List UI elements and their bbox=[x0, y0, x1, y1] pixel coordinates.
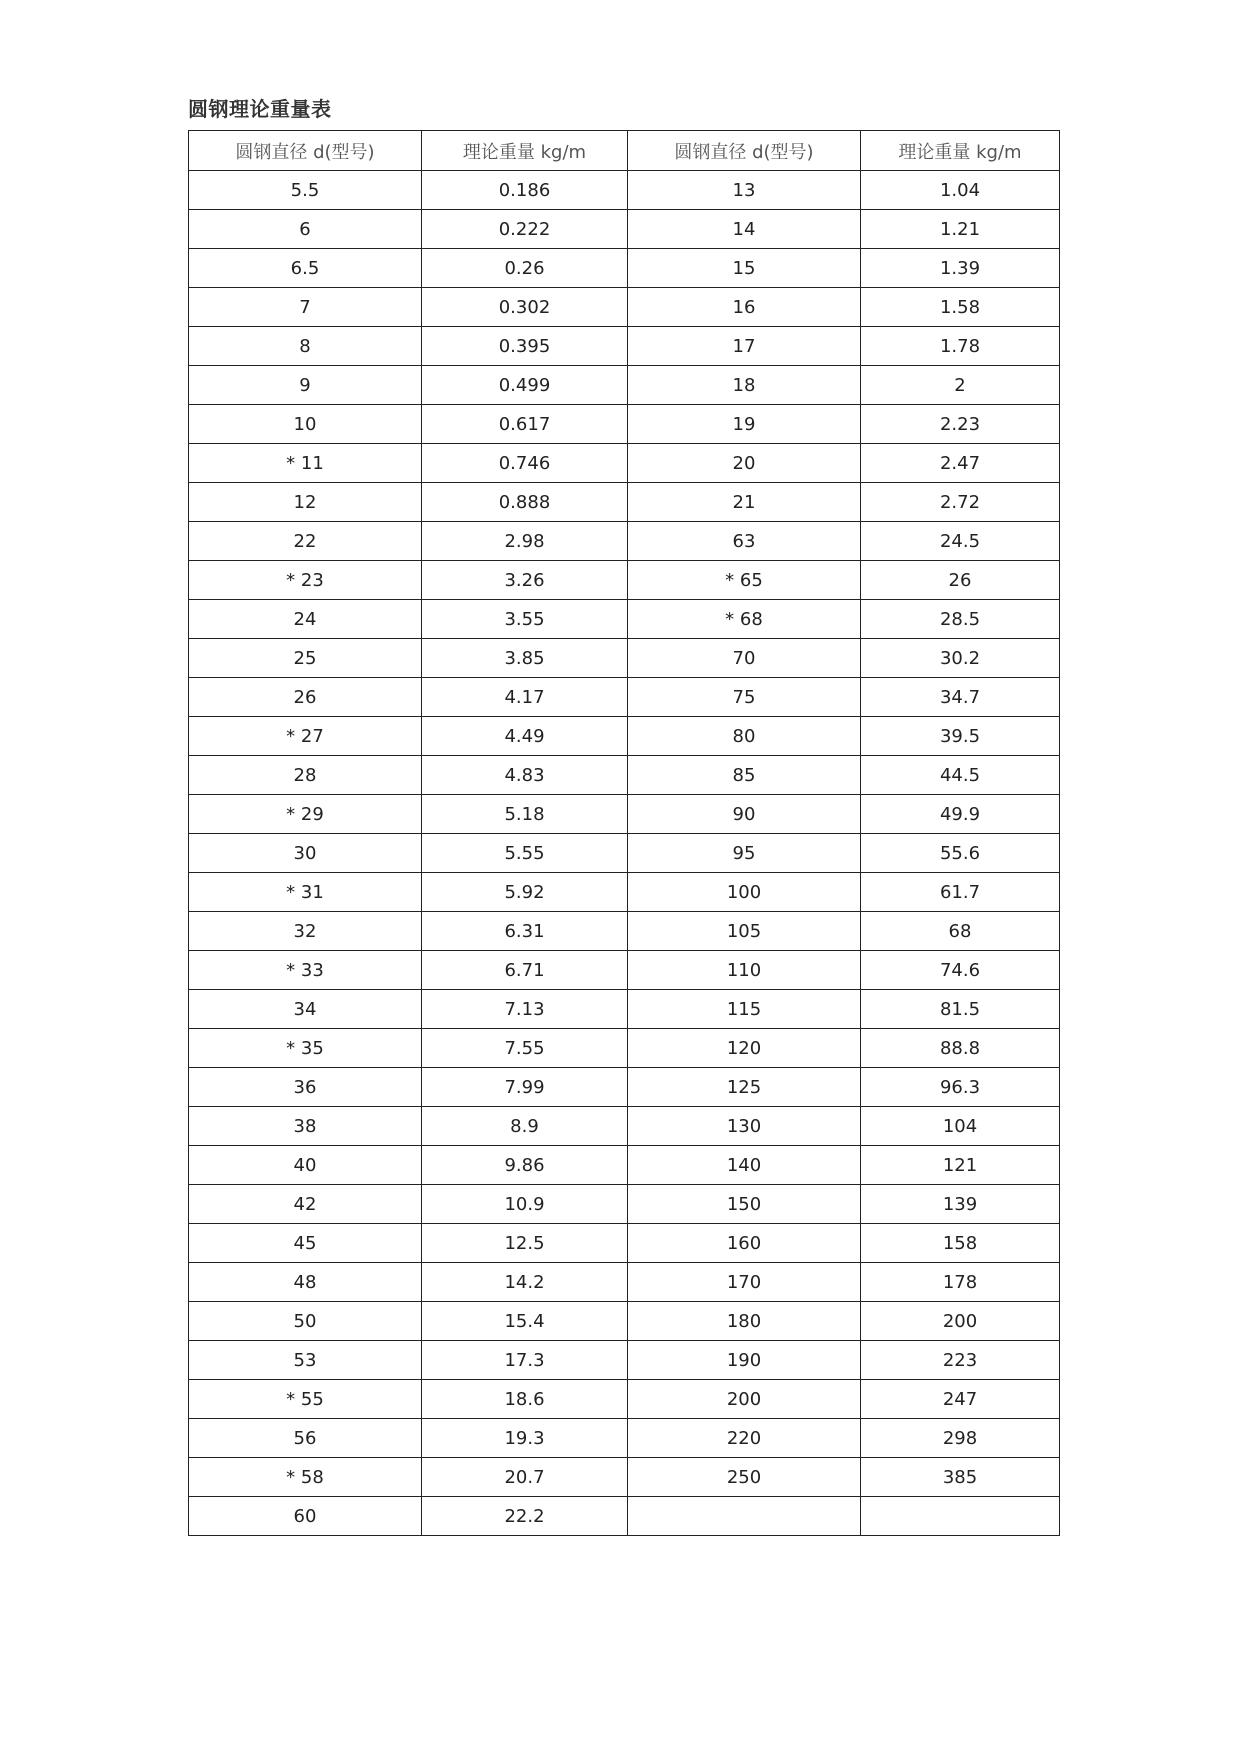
weight-left-cell: 7.13 bbox=[422, 990, 628, 1029]
weight-right-cell: 121 bbox=[861, 1146, 1060, 1185]
weight-right-cell: 200 bbox=[861, 1302, 1060, 1341]
diameter-right-cell: 70 bbox=[628, 639, 861, 678]
diameter-left-cell: 5.5 bbox=[189, 171, 422, 210]
weight-right-cell: 26 bbox=[861, 561, 1060, 600]
weight-right-cell: 1.04 bbox=[861, 171, 1060, 210]
weight-left-cell: 0.888 bbox=[422, 483, 628, 522]
weight-right-cell: 88.8 bbox=[861, 1029, 1060, 1068]
table-row bbox=[189, 210, 1060, 249]
weight-left-cell: 10.9 bbox=[422, 1185, 628, 1224]
weight-left-cell: 7.99 bbox=[422, 1068, 628, 1107]
diameter-left-cell: 6 bbox=[189, 210, 422, 249]
diameter-left-cell: 32 bbox=[189, 912, 422, 951]
diameter-left-cell: 53 bbox=[189, 1341, 422, 1380]
weight-right-cell: 39.5 bbox=[861, 717, 1060, 756]
weight-left-cell: 4.17 bbox=[422, 678, 628, 717]
table-row bbox=[189, 873, 1060, 912]
diameter-right-cell: 220 bbox=[628, 1419, 861, 1458]
table-row bbox=[189, 1068, 1060, 1107]
diameter-left-cell: 34 bbox=[189, 990, 422, 1029]
weight-right-cell: 96.3 bbox=[861, 1068, 1060, 1107]
weight-right-cell: 28.5 bbox=[861, 600, 1060, 639]
weight-right-cell: 1.58 bbox=[861, 288, 1060, 327]
weight-right-cell: 68 bbox=[861, 912, 1060, 951]
table-row bbox=[189, 561, 1060, 600]
weight-left-cell: 5.92 bbox=[422, 873, 628, 912]
diameter-left-cell: 10 bbox=[189, 405, 422, 444]
weight-left-cell: 17.3 bbox=[422, 1341, 628, 1380]
table-row bbox=[189, 522, 1060, 561]
weight-right-cell: 247 bbox=[861, 1380, 1060, 1419]
weight-right-cell: 24.5 bbox=[861, 522, 1060, 561]
header-diameter-right: 圆钢直径 d(型号) bbox=[628, 131, 861, 171]
weight-left-cell: 0.746 bbox=[422, 444, 628, 483]
table-row bbox=[189, 366, 1060, 405]
weight-right-cell: 34.7 bbox=[861, 678, 1060, 717]
weight-left-cell: 14.2 bbox=[422, 1263, 628, 1302]
diameter-left-cell: 45 bbox=[189, 1224, 422, 1263]
diameter-left-cell: 38 bbox=[189, 1107, 422, 1146]
weight-right-cell: 385 bbox=[861, 1458, 1060, 1497]
weight-right-cell: 81.5 bbox=[861, 990, 1060, 1029]
diameter-left-cell: 25 bbox=[189, 639, 422, 678]
table-row bbox=[189, 444, 1060, 483]
diameter-right-cell: 250 bbox=[628, 1458, 861, 1497]
diameter-right-cell: * 65 bbox=[628, 561, 861, 600]
table-row bbox=[189, 249, 1060, 288]
diameter-right-cell: 110 bbox=[628, 951, 861, 990]
diameter-right-cell: 20 bbox=[628, 444, 861, 483]
weight-right-cell: 2.72 bbox=[861, 483, 1060, 522]
diameter-left-cell: * 29 bbox=[189, 795, 422, 834]
table-row bbox=[189, 951, 1060, 990]
diameter-right-cell: 120 bbox=[628, 1029, 861, 1068]
table-row bbox=[189, 327, 1060, 366]
weight-right-cell: 104 bbox=[861, 1107, 1060, 1146]
diameter-left-cell: * 11 bbox=[189, 444, 422, 483]
weight-left-cell: 0.617 bbox=[422, 405, 628, 444]
weight-right-cell: 44.5 bbox=[861, 756, 1060, 795]
table-row bbox=[189, 639, 1060, 678]
diameter-left-cell: * 55 bbox=[189, 1380, 422, 1419]
weight-left-cell: 9.86 bbox=[422, 1146, 628, 1185]
diameter-right-cell: 170 bbox=[628, 1263, 861, 1302]
diameter-left-cell: 26 bbox=[189, 678, 422, 717]
weight-right-cell: 55.6 bbox=[861, 834, 1060, 873]
table-row bbox=[189, 171, 1060, 210]
diameter-right-cell: 80 bbox=[628, 717, 861, 756]
table-row bbox=[189, 834, 1060, 873]
table-row bbox=[189, 1107, 1060, 1146]
weight-left-cell: 3.55 bbox=[422, 600, 628, 639]
diameter-left-cell: 40 bbox=[189, 1146, 422, 1185]
weight-left-cell: 6.71 bbox=[422, 951, 628, 990]
diameter-right-cell: 160 bbox=[628, 1224, 861, 1263]
diameter-right-cell: 18 bbox=[628, 366, 861, 405]
diameter-right-cell: 19 bbox=[628, 405, 861, 444]
weight-right-cell: 298 bbox=[861, 1419, 1060, 1458]
table-row bbox=[189, 1029, 1060, 1068]
diameter-right-cell: 14 bbox=[628, 210, 861, 249]
diameter-left-cell: 6.5 bbox=[189, 249, 422, 288]
diameter-left-cell: * 27 bbox=[189, 717, 422, 756]
diameter-right-cell: 115 bbox=[628, 990, 861, 1029]
table-header-row bbox=[189, 131, 1060, 171]
diameter-right-cell: 100 bbox=[628, 873, 861, 912]
diameter-left-cell: 9 bbox=[189, 366, 422, 405]
diameter-left-cell: * 58 bbox=[189, 1458, 422, 1497]
table-row bbox=[189, 717, 1060, 756]
diameter-left-cell: 42 bbox=[189, 1185, 422, 1224]
table-row bbox=[189, 756, 1060, 795]
weight-right-cell bbox=[861, 1497, 1060, 1536]
weight-right-cell: 158 bbox=[861, 1224, 1060, 1263]
diameter-left-cell: 28 bbox=[189, 756, 422, 795]
weight-left-cell: 4.83 bbox=[422, 756, 628, 795]
weight-left-cell: 0.499 bbox=[422, 366, 628, 405]
diameter-right-cell: 75 bbox=[628, 678, 861, 717]
round-steel-weight-table bbox=[188, 130, 1060, 1536]
diameter-left-cell: 7 bbox=[189, 288, 422, 327]
header-diameter-left: 圆钢直径 d(型号) bbox=[189, 131, 422, 171]
weight-right-cell: 1.78 bbox=[861, 327, 1060, 366]
weight-left-cell: 7.55 bbox=[422, 1029, 628, 1068]
diameter-left-cell: 24 bbox=[189, 600, 422, 639]
diameter-left-cell: * 31 bbox=[189, 873, 422, 912]
weight-right-cell: 74.6 bbox=[861, 951, 1060, 990]
weight-left-cell: 22.2 bbox=[422, 1497, 628, 1536]
table-row bbox=[189, 288, 1060, 327]
diameter-right-cell: 16 bbox=[628, 288, 861, 327]
diameter-right-cell: 105 bbox=[628, 912, 861, 951]
weight-right-cell: 223 bbox=[861, 1341, 1060, 1380]
table-row bbox=[189, 1380, 1060, 1419]
diameter-right-cell: 200 bbox=[628, 1380, 861, 1419]
weight-right-cell: 2.23 bbox=[861, 405, 1060, 444]
diameter-right-cell: 125 bbox=[628, 1068, 861, 1107]
table-body bbox=[189, 171, 1060, 1536]
diameter-right-cell: 21 bbox=[628, 483, 861, 522]
diameter-left-cell: 48 bbox=[189, 1263, 422, 1302]
weight-right-cell: 61.7 bbox=[861, 873, 1060, 912]
diameter-left-cell: * 23 bbox=[189, 561, 422, 600]
weight-right-cell: 1.21 bbox=[861, 210, 1060, 249]
weight-right-cell: 139 bbox=[861, 1185, 1060, 1224]
header-weight-left: 理论重量 kg/m bbox=[422, 131, 628, 171]
weight-left-cell: 19.3 bbox=[422, 1419, 628, 1458]
table-row bbox=[189, 990, 1060, 1029]
weight-left-cell: 6.31 bbox=[422, 912, 628, 951]
weight-right-cell: 178 bbox=[861, 1263, 1060, 1302]
diameter-right-cell: 17 bbox=[628, 327, 861, 366]
table-row bbox=[189, 912, 1060, 951]
diameter-right-cell: 180 bbox=[628, 1302, 861, 1341]
diameter-right-cell: 85 bbox=[628, 756, 861, 795]
diameter-left-cell: * 33 bbox=[189, 951, 422, 990]
table-row bbox=[189, 1302, 1060, 1341]
weight-left-cell: 0.26 bbox=[422, 249, 628, 288]
weight-left-cell: 12.5 bbox=[422, 1224, 628, 1263]
diameter-left-cell: 12 bbox=[189, 483, 422, 522]
weight-right-cell: 49.9 bbox=[861, 795, 1060, 834]
weight-left-cell: 2.98 bbox=[422, 522, 628, 561]
weight-left-cell: 0.222 bbox=[422, 210, 628, 249]
diameter-right-cell: 63 bbox=[628, 522, 861, 561]
weight-left-cell: 20.7 bbox=[422, 1458, 628, 1497]
table-row bbox=[189, 600, 1060, 639]
table-row bbox=[189, 795, 1060, 834]
diameter-left-cell: 60 bbox=[189, 1497, 422, 1536]
header-weight-right: 理论重量 kg/m bbox=[861, 131, 1060, 171]
diameter-left-cell: 36 bbox=[189, 1068, 422, 1107]
diameter-right-cell: 140 bbox=[628, 1146, 861, 1185]
weight-left-cell: 3.26 bbox=[422, 561, 628, 600]
diameter-right-cell: 150 bbox=[628, 1185, 861, 1224]
table-row bbox=[189, 1185, 1060, 1224]
table-row bbox=[189, 1224, 1060, 1263]
diameter-right-cell: 13 bbox=[628, 171, 861, 210]
table-row bbox=[189, 1458, 1060, 1497]
diameter-right-cell: 15 bbox=[628, 249, 861, 288]
weight-right-cell: 1.39 bbox=[861, 249, 1060, 288]
diameter-right-cell: 90 bbox=[628, 795, 861, 834]
weight-left-cell: 18.6 bbox=[422, 1380, 628, 1419]
weight-left-cell: 3.85 bbox=[422, 639, 628, 678]
page-title: 圆钢理论重量表 bbox=[188, 97, 332, 121]
weight-left-cell: 15.4 bbox=[422, 1302, 628, 1341]
table-row bbox=[189, 1146, 1060, 1185]
table-row bbox=[189, 1419, 1060, 1458]
diameter-left-cell: * 35 bbox=[189, 1029, 422, 1068]
diameter-right-cell: 130 bbox=[628, 1107, 861, 1146]
diameter-right-cell bbox=[628, 1497, 861, 1536]
diameter-left-cell: 50 bbox=[189, 1302, 422, 1341]
table-row bbox=[189, 678, 1060, 717]
diameter-left-cell: 22 bbox=[189, 522, 422, 561]
table-row bbox=[189, 1497, 1060, 1536]
weight-left-cell: 5.18 bbox=[422, 795, 628, 834]
table-row bbox=[189, 1341, 1060, 1380]
weight-left-cell: 4.49 bbox=[422, 717, 628, 756]
table-row bbox=[189, 1263, 1060, 1302]
weight-left-cell: 0.302 bbox=[422, 288, 628, 327]
diameter-left-cell: 56 bbox=[189, 1419, 422, 1458]
diameter-right-cell: * 68 bbox=[628, 600, 861, 639]
weight-left-cell: 0.395 bbox=[422, 327, 628, 366]
weight-left-cell: 8.9 bbox=[422, 1107, 628, 1146]
diameter-right-cell: 190 bbox=[628, 1341, 861, 1380]
diameter-right-cell: 95 bbox=[628, 834, 861, 873]
diameter-left-cell: 8 bbox=[189, 327, 422, 366]
weight-right-cell: 2.47 bbox=[861, 444, 1060, 483]
table-row bbox=[189, 483, 1060, 522]
weight-right-cell: 30.2 bbox=[861, 639, 1060, 678]
weight-left-cell: 5.55 bbox=[422, 834, 628, 873]
weight-right-cell: 2 bbox=[861, 366, 1060, 405]
weight-left-cell: 0.186 bbox=[422, 171, 628, 210]
table-row bbox=[189, 405, 1060, 444]
diameter-left-cell: 30 bbox=[189, 834, 422, 873]
